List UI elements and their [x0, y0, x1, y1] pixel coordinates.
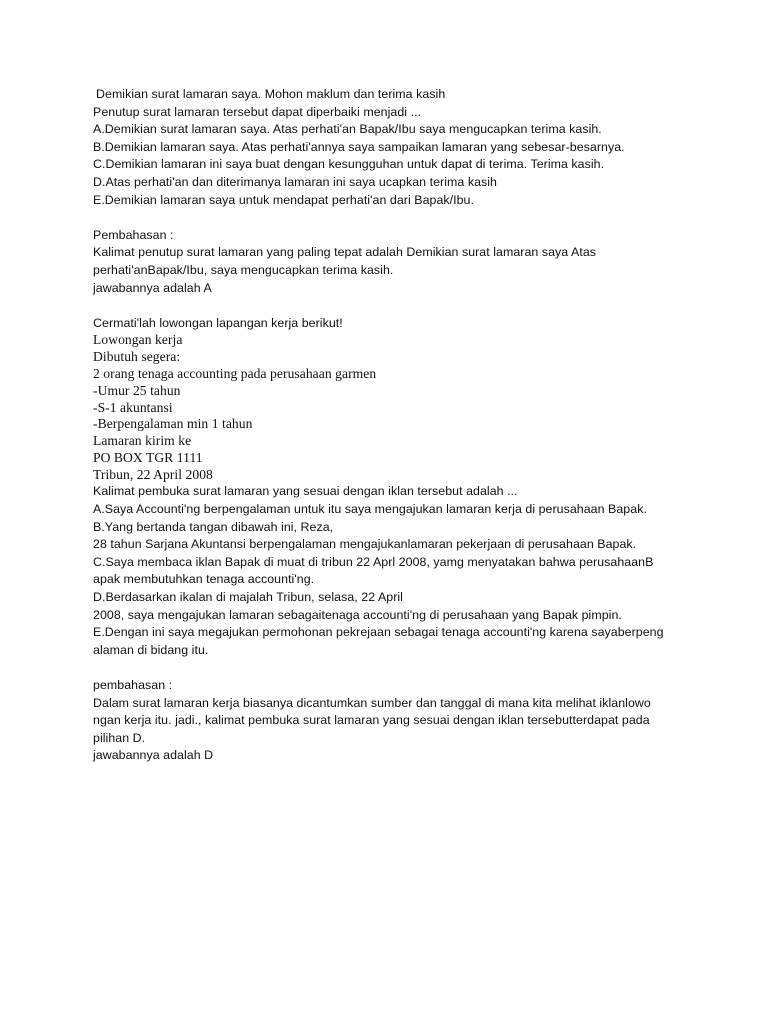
- document-content: [93, 86, 693, 765]
- job-ad-line: -Umur 25 tahun: [93, 382, 181, 398]
- job-ad-line: -Berpengalaman min 1 tahun: [93, 416, 253, 432]
- q2-prompt: Cermati'lah lowongan lapangan kerja berikut!: [93, 315, 343, 330]
- q2-option-line: 28 tahun Sarjana Akuntansi berpengalaman mengajukanlamaran pekerjaan di perusahaan Bapak.: [93, 537, 637, 552]
- job-ad-line: Lowongan kerja: [93, 332, 183, 348]
- q1-discussion-line: Kalimat penutup surat lamaran yang paling tepat adalah Demikian surat lamaran saya Atas: [93, 245, 597, 260]
- q1-option-b: B.Demikian lamaran saya. Atas perhati'annya saya sampaikan lamaran yang sebesar-besarnya.: [93, 139, 625, 154]
- q1-option-a: A.Demikian surat lamaran saya. Atas perhati'an Bapak/Ibu saya mengucapkan terima kasih.: [93, 122, 602, 137]
- q1-option-d: D.Atas perhati'an dan diterimanya lamaran ini saya ucapkan terima kasih: [93, 174, 498, 189]
- q2-option-line: 2008, saya mengajukan lamaran sebagaitenaga accounti'ng di perusahaan yang Bapak pimpin.: [93, 607, 622, 622]
- job-ad-line: 2 orang tenaga accounting pada perusahaan garmen: [93, 365, 377, 381]
- job-ad-line: Dibutuh segera:: [93, 349, 181, 365]
- spacer: [93, 659, 693, 677]
- q2-option-line: D.Berdasarkan ikalan di majalah Tribun, selasa, 22 April: [93, 590, 403, 605]
- q2-option-line: A.Saya Accounti'ng berpengalaman untuk itu saya mengajukan lamaran kerja di perusahaan Bapak.: [93, 502, 647, 517]
- q1-answer: jawabannya adalah A: [93, 280, 212, 295]
- q1-discussion-line: perhati'anBapak/Ibu, saya mengucapkan terima kasih.: [93, 262, 394, 277]
- q1-option-e: E.Demikian lamaran saya untuk mendapat perhati'an dari Bapak/Ibu.: [93, 192, 474, 207]
- q2-option-line: alaman di bidang itu.: [93, 642, 209, 657]
- q1-intro: Demikian surat lamaran saya. Mohon maklum dan terima kasih: [96, 87, 446, 101]
- spacer: [93, 209, 693, 227]
- job-ad-line: PO BOX TGR 1111: [93, 449, 203, 465]
- job-ad-line: Lamaran kirim ke: [93, 433, 192, 449]
- job-ad-line: Tribun, 22 April 2008: [93, 466, 213, 482]
- spacer: [93, 297, 693, 315]
- q1-question: Penutup surat lamaran tersebut dapat diperbaiki menjadi ...: [93, 104, 422, 119]
- q2-option-line: B.Yang bertanda tangan dibawah ini, Reza,: [93, 519, 334, 534]
- q2-discussion-line: ngan kerja itu. jadi., kalimat pembuka surat lamaran yang sesuai dengan iklan tersebutterdapat pada: [93, 713, 650, 728]
- q2-question: Kalimat pembuka surat lamaran yang sesuai dengan iklan tersebut adalah ...: [93, 484, 518, 499]
- q2-discussion-title: pembahasan :: [93, 678, 173, 693]
- q2-discussion-line: Dalam surat lamaran kerja biasanya dicantumkan sumber dan tanggal di mana kita melihat iklanlowo: [93, 695, 651, 710]
- q2-option-line: apak membutuhkan tenaga accounti'ng.: [93, 572, 315, 587]
- q1-discussion-title: Pembahasan :: [93, 227, 174, 242]
- q2-option-line: C.Saya membaca iklan Bapak di muat di tribun 22 Aprl 2008, yamg menyatakan bahwa perusahaanB: [93, 554, 654, 569]
- q1-option-c: C.Demikian lamaran ini saya buat dengan kesungguhan untuk dapat di terima. Terima kasih.: [93, 157, 605, 172]
- job-ad-line: -S-1 akuntansi: [93, 399, 173, 415]
- q2-discussion-line: pilihan D.: [93, 730, 146, 745]
- q2-option-line: E.Dengan ini saya megajukan permohonan pekrejaan sebagai tenaga accounti'ng karena sayaberpeng: [93, 625, 664, 640]
- q2-answer: jawabannya adalah D: [93, 748, 214, 763]
